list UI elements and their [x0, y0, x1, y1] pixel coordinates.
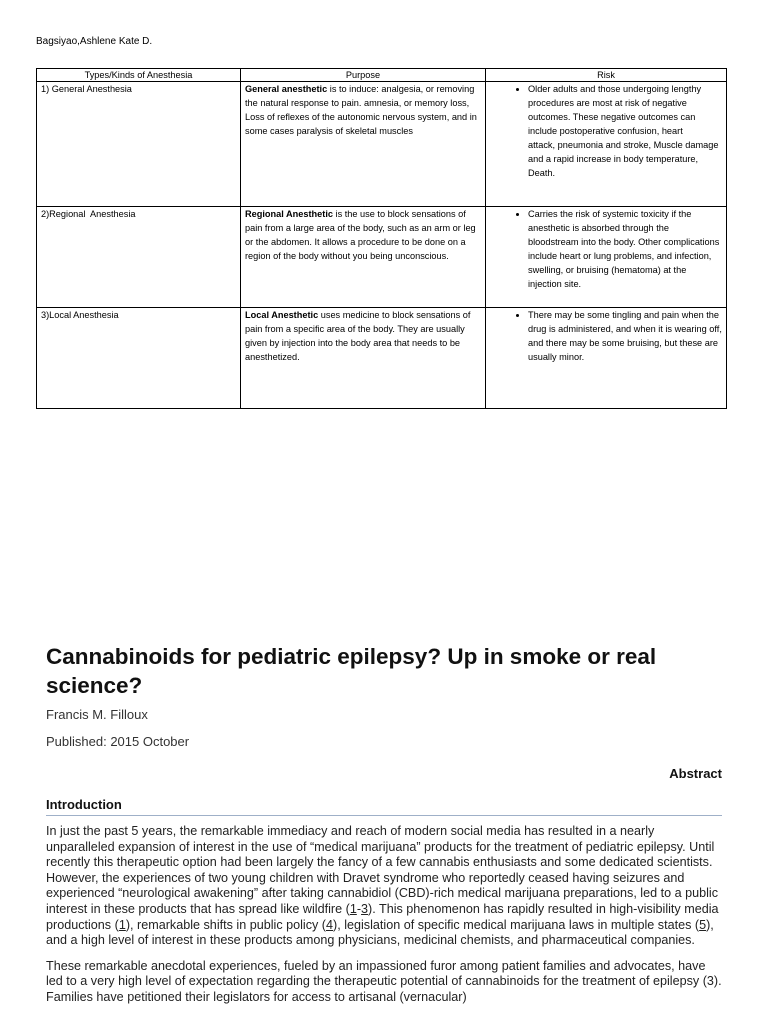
- type-cell: 2)Regional Anesthesia: [37, 207, 241, 308]
- intro-paragraph-2: These remarkable anecdotal experiences, fueled by an impassioned furor among patient families and advocates, have led to a very high level of expectation regarding the therapeutic potential of cannabinoids for the treatment of epilepsy (3). Families have petitioned their legislators for access to artisanal (vernacular): [46, 958, 722, 1004]
- purpose-text: is to induce: analgesia, or removing the natural response to pain. amnesia, or memory loss, Loss of reflexes of the autonomic nervous system, and in some cases paralysis of skeletal muscles: [245, 84, 477, 136]
- paragraph-text: ), and a high level of interest in these products among physicians, medicinal chemists, and pharmaceutical companies.: [46, 917, 714, 948]
- paragraph-text: -: [356, 901, 362, 916]
- header-purpose: Purpose: [241, 69, 486, 82]
- reference-link[interactable]: 1: [349, 901, 357, 916]
- published-date: Published: 2015 October: [46, 734, 190, 749]
- purpose-text: uses medicine to block sensations of pain from a specific area of the body. They are usually given by injection into the body area that needs to be anesthetized.: [245, 310, 471, 362]
- paragraph-text: ), legislation of specific medical marijuana laws in multiple states (: [333, 917, 700, 932]
- paragraph-text: ). This phenomenon has rapidly resulted in high-visibility media productions (: [46, 901, 719, 932]
- purpose-text: is the use to block sensations of pain from a large area of the body, such as an arm or leg or the abdomen. It allows a procedure to be done on a region of the body without you being unconscious.: [245, 209, 476, 261]
- purpose-cell: [241, 308, 486, 409]
- purpose-term: General anesthetic: [245, 84, 328, 94]
- header-risk: Risk: [486, 69, 727, 82]
- paragraph-text: In just the past 5 years, the remarkable immediacy and reach of modern social media has resulted in a nearly unparalleled expansion of interest in the use of “medical marijuana” products for the treatment of pediatric epilepsy. Until recently this therapeutic option had been largely the fancy of a few cannabis enthusiasts and some dedicated scientists. However, the experiences of two young children with Dravet syndrome who reportedly ceased having seizures and experienced “neurological awakening” after taking cannabidiol (CBD)-rich medical marijuana preparations, led to a public interest in these products that has spread like wildfire (: [46, 824, 719, 916]
- header-types: Types/Kinds of Anesthesia: [37, 69, 241, 82]
- risk-cell: [486, 308, 727, 409]
- reference-link[interactable]: 3: [361, 901, 369, 916]
- document-author: Bagsiyao,Ashlene Kate D.: [36, 36, 153, 47]
- article-title: Cannabinoids for pediatric epilepsy? Up in smoke or real science?: [46, 644, 657, 698]
- purpose-term: Local Anesthetic: [245, 310, 319, 320]
- reference-link[interactable]: 5: [699, 917, 707, 932]
- reference-link[interactable]: 1: [118, 917, 126, 932]
- table-row: [37, 308, 727, 409]
- purpose-cell: [241, 207, 486, 308]
- paragraph-text: ), remarkable shifts in public policy (: [125, 917, 326, 932]
- article-author: Francis M. Filloux: [46, 707, 148, 722]
- risk-item: • There may be some tingling and pain when the drug is administered, and when it is wearing off, and there may be some bruising, but these are usually minor.: [528, 308, 722, 364]
- risk-cell: [486, 82, 727, 207]
- intro-paragraph-1: [46, 824, 722, 949]
- type-cell: 3)Local Anesthesia: [37, 308, 241, 409]
- purpose-term: Regional Anesthetic: [245, 209, 333, 219]
- purpose-cell: [241, 82, 486, 207]
- reference-link[interactable]: 4: [326, 917, 334, 932]
- risk-item: • Older adults and those undergoing lengthy procedures are most at risk of negative outcomes. These negative outcomes can include postoperative confusion, heart attack, pneumonia and stroke, Muscle damage and a rapid increase in body temperature, Death.: [528, 82, 722, 180]
- introduction-heading: Introduction: [46, 797, 722, 816]
- risk-item: • Carries the risk of systemic toxicity if the anesthetic is absorbed through the bloodstream into the body. Other complications include heart or lung problems, and infection, swelling, or bruising (hematoma) at the injection site.: [528, 207, 722, 291]
- anesthesia-table: [36, 68, 727, 409]
- type-cell: 1) General Anesthesia: [37, 82, 241, 207]
- table-header-row: [37, 69, 727, 82]
- abstract-heading[interactable]: Abstract: [669, 766, 722, 781]
- table-row: [37, 207, 727, 308]
- table-row: [37, 82, 727, 207]
- article: [46, 642, 722, 1006]
- risk-cell: [486, 207, 727, 308]
